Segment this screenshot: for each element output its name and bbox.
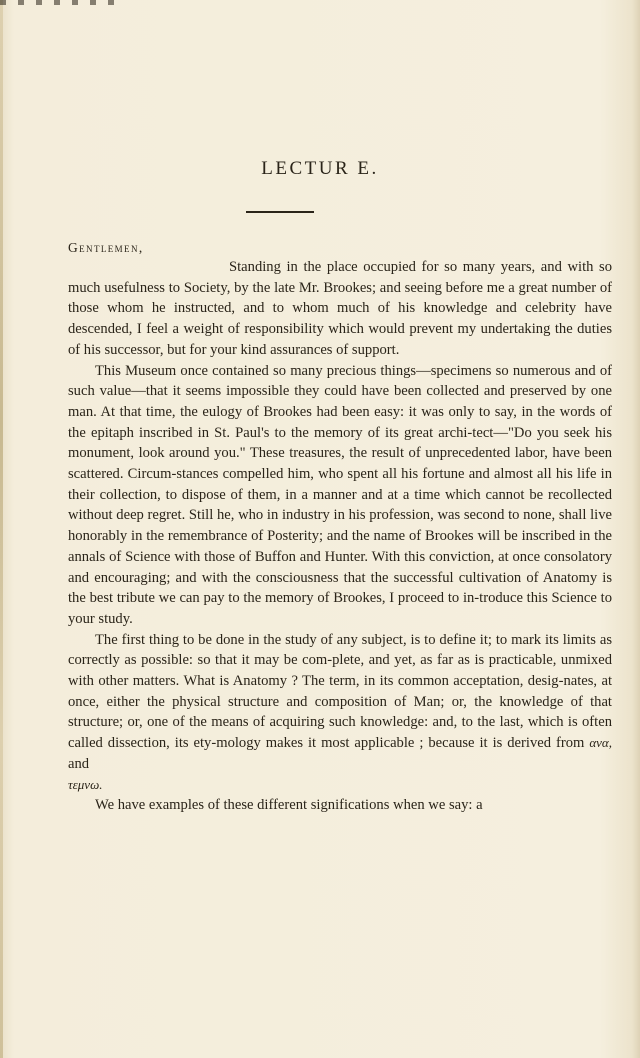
heading-rule <box>246 211 314 213</box>
paragraph-3 <box>68 630 612 796</box>
body-text <box>68 257 612 816</box>
greek-word-ana: ανα, <box>589 735 612 751</box>
salutation: Gentlemen, <box>68 240 144 255</box>
greek-word-temno: τεμνω. <box>68 776 103 792</box>
page-top-marks <box>0 0 120 5</box>
lecture-heading: LECTUR E. <box>261 158 379 179</box>
paragraph-3-text: The first thing to be done in the study of any subject, is to define it; to mark its limits as correctly as possible: so that it may be com-plete, and yet, as far as is practicable, unmixed with other matters. What is Anatomy ? The term, in its common acceptation, desig-nates, at once, either the physical structure and composition of Man; or, the knowledge of that structure; or, one of the means of acquiring such knowledge: and, to the last, which is often called dissection, its ety-mology makes it most applicable ; because it is derived from <box>68 631 612 752</box>
paragraph-4: We have examples of these different significations when we say: a <box>95 797 483 814</box>
conjunction-and: and <box>68 755 90 772</box>
paragraph-1: Standing in the place occupied for so many years, and with so much usefulness to Society, by the late Mr. Brookes; and seeing before me a great number of those whom he instructed, and to whom much of his knowledge and celebrity have descended, I feel a weight of responsibility which would prevent my undertaking the duties of his successor, but for your kind assurances of support. <box>68 259 612 358</box>
paragraph-2: This Museum once contained so many precious things—specimens so numerous and of such value—that it seems impossible they could have been collected and preserved by one man. At that time, the eulogy of Brookes had been easy: it was only to say, in the words of the epitaph inscribed in St. Paul's to the memory of its great archi-tect—"Do you seek his monument, look around you." These treasures, the result of unprecedented labor, have been scattered. Circum-stances compelled him, who spent all his fortune and almost all his life in their collection, to dispose of them, in a manner and at a time which cannot be recollected without deep regret. Still he, who in industry in his profession, was second to none, shall live honorably in the remembrance of Posterity; and the name of Brookes will be inscribed in the annals of Science with those of Buffon and Hunter. With this conviction, at once consolatory and encouraging; and with the consciousness that the successful cultivation of Anatomy is the best tribute we can pay to the memory of Brookes, I proceed to in-troduce this Science to your study. <box>68 362 612 627</box>
